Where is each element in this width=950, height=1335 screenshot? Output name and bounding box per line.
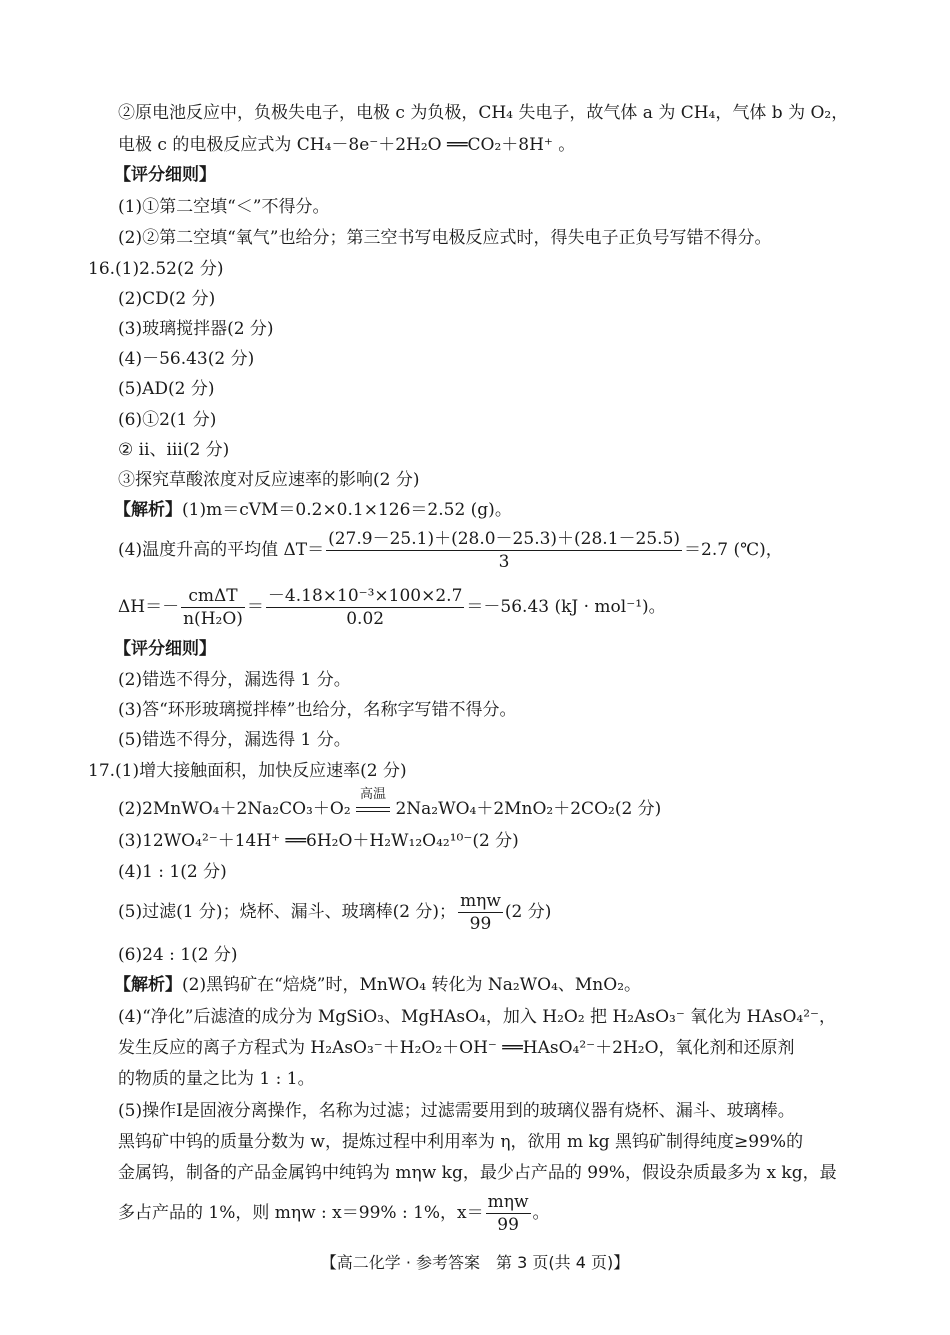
fraction	[458, 890, 503, 935]
denominator: 99	[469, 914, 492, 934]
text-line: ③探究草酸浓度对反应速率的影响(2 分)	[118, 470, 420, 490]
text-line: 的物质的量之比为 1 : 1。	[118, 1069, 315, 1089]
formula-line	[118, 890, 551, 935]
equation-line	[118, 787, 662, 821]
fraction	[326, 528, 682, 573]
text-line: 发生反应的离子方程式为 H₂AsO₃⁻＋H₂O₂＋OH⁻ ══HAsO₄²⁻＋2H₂O，氧化剂和还原剂	[118, 1038, 795, 1058]
denominator: 99	[497, 1215, 519, 1235]
formula-text: ＝	[246, 597, 264, 617]
text-line: (6)①2(1 分)	[118, 410, 217, 430]
denominator: 0.02	[346, 609, 385, 629]
formula-text: ＝2.7 (℃)，	[684, 540, 783, 560]
formula-line	[118, 528, 783, 573]
page-footer: 【高二化学 · 参考答案 第 3 页(共 4 页)】	[320, 1253, 630, 1272]
numerator: (27.9－25.1)＋(28.0－25.3)＋(28.1－25.5)	[328, 529, 681, 549]
denominator: n(H₂O)	[183, 609, 243, 629]
text-line	[114, 973, 641, 997]
numerator: cmΔT	[181, 585, 245, 608]
formula-text: (4)温度升高的平均值 ΔT＝	[118, 540, 325, 560]
formula-text: (5)过滤(1 分)；烧杯、漏斗、玻璃棒(2 分)；	[118, 902, 457, 922]
text-line: ②原电池反应中，负极失电子，电极 c 为负极，CH₄ 失电子，故气体 a 为 CH₄，气体 b 为 O₂，	[118, 103, 849, 123]
fraction	[266, 585, 465, 630]
question-16: 16.(1)2.52(2 分)	[88, 259, 224, 279]
analysis-label: 【解析】	[114, 975, 182, 995]
numerator: mηw	[487, 1192, 529, 1212]
text-line: (6)24 : 1(2 分)	[118, 945, 238, 965]
formula-text: 多占产品的 1%，则 mηw : x＝99% : 1%，x＝	[118, 1203, 484, 1223]
question-17: 17.(1)增大接触面积，加快反应速率(2 分)	[88, 761, 407, 781]
formula-text: ＝－56.43 (kJ · mol⁻¹)。	[466, 597, 666, 617]
text-line: (4)“净化”后滤渣的成分为 MgSiO₃、MgHAsO₄，加入 H₂O₂ 把 H₂AsO₃⁻ 氧化为 HAsO₄²⁻，	[118, 1007, 837, 1027]
formula-text: 2Na₂WO₄＋2MnO₂＋2CO₂(2 分)	[390, 799, 662, 819]
text-line	[114, 498, 512, 522]
section-heading: 【评分细则】	[114, 639, 216, 659]
text-line: (2)②第二空填“氧气”也给分；第三空书写电极反应式时，得失电子正负号写错不得分。	[118, 228, 772, 248]
formula-text: 。	[532, 1203, 550, 1223]
equal-bar	[356, 807, 390, 812]
numerator: －4.18×10⁻³×100×2.7	[267, 586, 463, 606]
text-line: (1)①第二空填“＜”不得分。	[118, 197, 330, 217]
formula-line	[118, 1191, 550, 1236]
text-line: 电极 c 的电极反应式为 CH₄－8e⁻＋2H₂O ══CO₂＋8H⁺ 。	[118, 135, 576, 155]
text-line: (5)AD(2 分)	[118, 379, 215, 399]
fraction	[486, 1191, 531, 1236]
denominator: 3	[498, 552, 510, 572]
text-line: (2)错选不得分，漏选得 1 分。	[118, 670, 351, 690]
formula-text: (2)2MnWO₄＋2Na₂CO₃＋O₂	[118, 799, 357, 819]
text-line: (2)CD(2 分)	[118, 289, 216, 309]
analysis-label: 【解析】	[114, 500, 182, 520]
text-line: (4)1 : 1(2 分)	[118, 862, 227, 882]
formula-text: (2 分)	[504, 902, 552, 922]
fraction	[181, 585, 245, 630]
section-heading: 【评分细则】	[114, 165, 216, 185]
text-line: (3)玻璃搅拌器(2 分)	[118, 319, 274, 339]
text-line: (4)－56.43(2 分)	[118, 349, 255, 369]
reaction-condition: 高温	[360, 787, 387, 802]
text-line: (5)错选不得分，漏选得 1 分。	[118, 730, 351, 750]
analysis-text: (1)m＝cVM＝0.2×0.1×126＝2.52 (g)。	[182, 500, 512, 520]
reaction-arrow	[356, 787, 390, 821]
text-line: (5)操作Ⅰ是固液分离操作，名称为过滤；过滤需要用到的玻璃仪器有烧杯、漏斗、玻璃棒。	[118, 1101, 795, 1121]
formula-text: ΔH＝－	[118, 597, 180, 617]
analysis-text: (2)黑钨矿在“焙烧”时，MnWO₄ 转化为 Na₂WO₄、MnO₂。	[182, 975, 642, 995]
text-line: (3)答“环形玻璃搅拌棒”也给分，名称字写错不得分。	[118, 700, 517, 720]
numerator: mηw	[460, 891, 501, 911]
text-line: 金属钨，制备的产品金属钨中纯钨为 mηw kg，最少占产品的 99%，假设杂质最多为 x kg，最	[118, 1163, 837, 1183]
text-line: (3)12WO₄²⁻＋14H⁺ ══6H₂O＋H₂W₁₂O₄₂¹⁰⁻(2 分)	[118, 831, 519, 851]
formula-line	[118, 585, 666, 630]
text-line: 黑钨矿中钨的质量分数为 w，提炼过程中利用率为 η，欲用 m kg 黑钨矿制得纯度≥99%的	[118, 1132, 804, 1152]
text-line: ② ⅱ、ⅲ(2 分)	[118, 440, 230, 460]
